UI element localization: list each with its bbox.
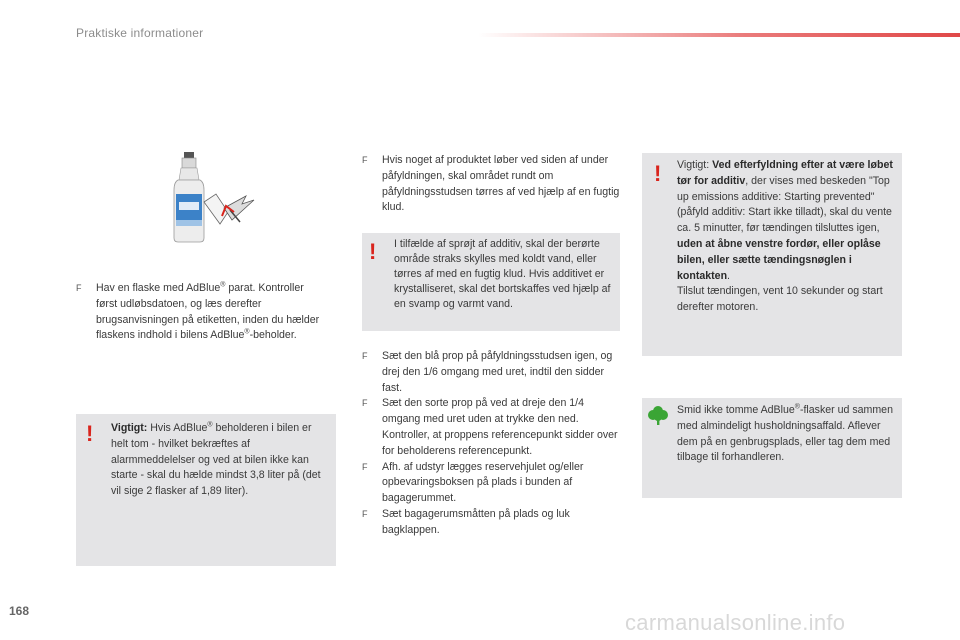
warning-text-part: beholderen i bilen er helt tom - hvilket bekræftes af alarmmeddelelser og ved at bilen ikke kan starte - skal du hælde mindst 3,8 liter på (det vil sige 2 flasker af 1,89 liter). [111, 422, 321, 498]
step-text: Sæt den blå prop på påfyldningsstudsen igen, og drej den 1/6 omgang med uret, indtil den sidder fast. [382, 350, 613, 394]
eco-text-part: -flasker ud sammen med almindeligt husholdningsaffald. Aflever dem på en genbrugsplads, eller tag dem med tilbage til forhandleren. [677, 404, 893, 464]
eco-tree-icon [648, 405, 668, 425]
step-text: Hav en flaske med AdBlue [96, 282, 221, 294]
step-text: Hvis noget af produktet løber ved siden af under påfyldningen, skal området rundt om påfyldningsstudsen tørres af ved hjælp af en fugtig klud. [382, 154, 620, 214]
warning-exclamation-icon: ! [86, 421, 94, 446]
eco-note-text [677, 403, 895, 466]
step-bullet [76, 281, 324, 344]
step-text: Sæt bagagerumsmåtten på plads og luk bagklappen. [382, 507, 570, 536]
warning-text-part: Tilslut tændingen, vent 10 sekunder og start derefter motoren. [677, 285, 883, 314]
step-text: Sæt den sorte prop på ved at dreje den 1/4 omgang med uret uden at trykke den ned. Kontroller, at proppens referencepunkt sidder over for beholderens referencepunkt. [382, 397, 618, 457]
bullet-marker: F [362, 461, 368, 472]
bullet-marker: F [362, 508, 368, 519]
warning-box-splash [362, 233, 620, 331]
step-text: parat. Kontroller først udløbsdatoen, og læs derefter brugsanvisningen på etiketten, inden du hælder flaskens indhold i bilens AdBlue [96, 282, 320, 342]
warning-text-part: Hvis AdBlue [147, 422, 208, 434]
eco-note-box [642, 398, 902, 498]
step-bullet [362, 396, 624, 459]
adblue-bottle-illustration [168, 150, 258, 246]
middle-column-top [362, 153, 620, 216]
warning-text-part: . [727, 269, 730, 282]
warning-box-empty-tank [76, 414, 336, 566]
registered-mark: ® [244, 328, 250, 336]
step-bullet [362, 507, 624, 539]
page-section-title: Praktiske informationer [76, 26, 204, 40]
middle-column-steps [362, 349, 624, 539]
site-watermark: carmanualsonline.info [625, 610, 846, 635]
warning-emphasis: uden at åbne venstre fordør, eller oplåse bilen, eller sætte tændingsnøglen i kontakten [677, 237, 881, 282]
step-bullet [362, 153, 620, 216]
warning-text: I tilfælde af sprøjt af additiv, skal der berørte område straks skylles med koldt vand, eller tørres af med en fugtig klud. Hvis additivet er krystalliseret, skal det bortskaffes ved hjælp af en svamp og varmt vand. [394, 238, 611, 310]
bullet-marker: F [76, 283, 82, 293]
warning-box-refill [642, 153, 902, 356]
page-number: 168 [9, 604, 30, 618]
bullet-marker: F [362, 351, 368, 361]
registered-mark: ® [207, 421, 213, 429]
bullet-marker: F [362, 155, 368, 165]
registered-mark: ® [220, 281, 226, 289]
warning-exclamation-icon: ! [369, 239, 377, 264]
step-text: Afh. af udstyr lægges reservehjulet og/eller opbevaringsboksen på plads i bunden af bagagerummet. [382, 460, 584, 505]
warning-text-part: Vigtigt: [677, 159, 713, 171]
eco-text-part: Smid ikke tomme AdBlue [677, 404, 795, 416]
warning-text [111, 421, 325, 500]
step-bullet [362, 460, 624, 507]
step-text: -beholder. [249, 329, 297, 342]
warning-text [677, 158, 899, 316]
warning-exclamation-icon: ! [654, 161, 662, 186]
registered-mark: ® [794, 403, 800, 411]
warning-label: Vigtigt: [111, 422, 148, 434]
step-bullet [362, 349, 624, 396]
warning-text-part: , der vises med beskeden "Top up emissions additive: Starting prevented" (påfyld additiv: Start ikke tilladt), skal du vente ca. 5 minutter, før tændingen tilsluttes igen, [677, 174, 892, 235]
bullet-marker: F [362, 398, 368, 409]
warning-emphasis: Ved efterfyldning efter at være løbet tør for additiv [677, 159, 893, 187]
left-column [76, 281, 324, 344]
header-accent-bar [478, 33, 960, 37]
